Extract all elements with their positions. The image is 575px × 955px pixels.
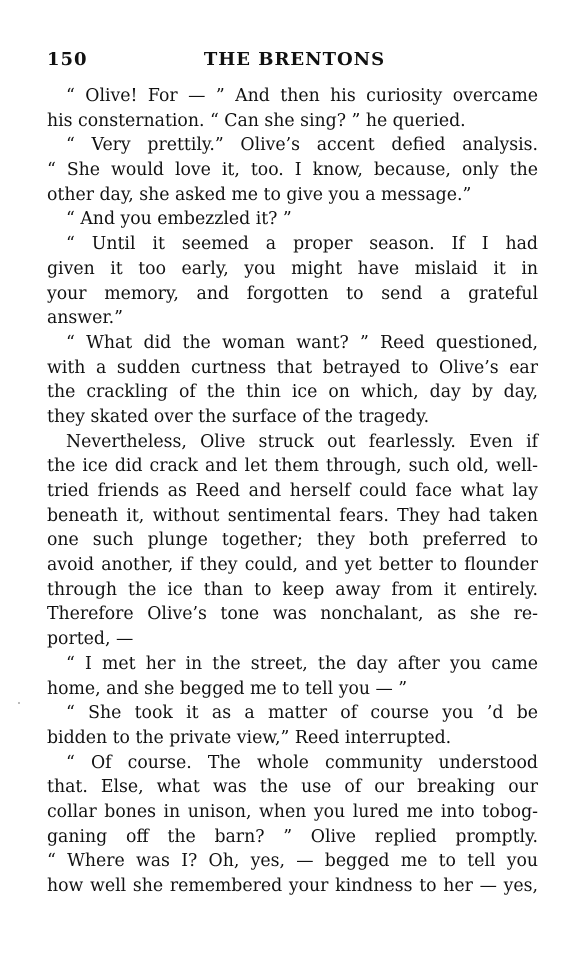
- text-line: “ Of course. The whole community understood: [66, 752, 538, 773]
- text-line: “ What did the woman want? ” Reed questioned,: [66, 332, 538, 353]
- text-line: your memory, and forgotten to send a grateful: [47, 283, 538, 304]
- text-line: ganing off the barn? ” Olive replied promptly.: [47, 826, 538, 847]
- text-line: the crackling of the thin ice on which, day by day,: [47, 382, 538, 403]
- text-line: Nevertheless, Olive struck out fearlessly. Even if: [66, 431, 538, 452]
- text-line: tried friends as Reed and herself could face what lay: [47, 481, 538, 501]
- text-line: ported, —: [47, 629, 134, 650]
- text-line: they skated over the surface of the tragedy.: [47, 406, 430, 427]
- text-line: his consternation. “ Can she sing? ” he queried.: [47, 110, 466, 131]
- text-line: one such plunge together; they both preferred to: [47, 530, 538, 551]
- text-line: “ And you embezzled it? ”: [66, 209, 292, 230]
- text-line: bidden to the private view,” Reed interrupted.: [47, 727, 452, 748]
- text-line: “ Until it seemed a proper season. If I had: [66, 234, 538, 255]
- text-line: with a sudden curtness that betrayed to Olive’s ear: [47, 357, 538, 378]
- text-line: “ Where was I? Oh, yes, — begged me to tell you: [47, 851, 538, 872]
- text-line: beneath it, without sentimental fears. They had taken: [47, 505, 538, 526]
- text-line: the ice did crack and let them through, such old, well-: [47, 456, 538, 477]
- text-line: that. Else, what was the use of our breaking our: [47, 777, 538, 798]
- text-line: “ She would love it, too. I know, because, only the: [47, 160, 538, 181]
- text-line: “ Olive! For — ” And then his curiosity overcame: [66, 86, 538, 106]
- paper-speck: [18, 702, 20, 704]
- running-header: [47, 49, 538, 73]
- text-line: “ I met her in the street, the day after you came: [66, 653, 538, 674]
- text-line: home, and she begged me to tell you — ”: [47, 678, 408, 699]
- text-line: avoid another, if they could, and yet better to flounder: [47, 555, 538, 576]
- text-line: collar bones in unison, when you lured me into tobog-: [47, 801, 538, 822]
- text-line: other day, she asked me to give you a message.”: [47, 184, 472, 205]
- text-line: answer.”: [47, 308, 124, 329]
- running-title: THE BRENTONS: [203, 49, 386, 70]
- text-line: “ Very prettily.” Olive’s accent defied analysis.: [66, 135, 538, 156]
- text-line: through the ice than to keep away from it entirely.: [47, 579, 538, 600]
- text-line: given it too early, you might have mislaid it in: [47, 258, 538, 279]
- text-line: how well she remembered your kindness to her — yes,: [47, 876, 538, 896]
- text-line: “ She took it as a matter of course you ’d be: [66, 703, 538, 724]
- body-text: [47, 84, 538, 899]
- text-line: Therefore Olive’s tone was nonchalant, as she re-: [47, 604, 538, 625]
- page-number: 150: [47, 49, 88, 70]
